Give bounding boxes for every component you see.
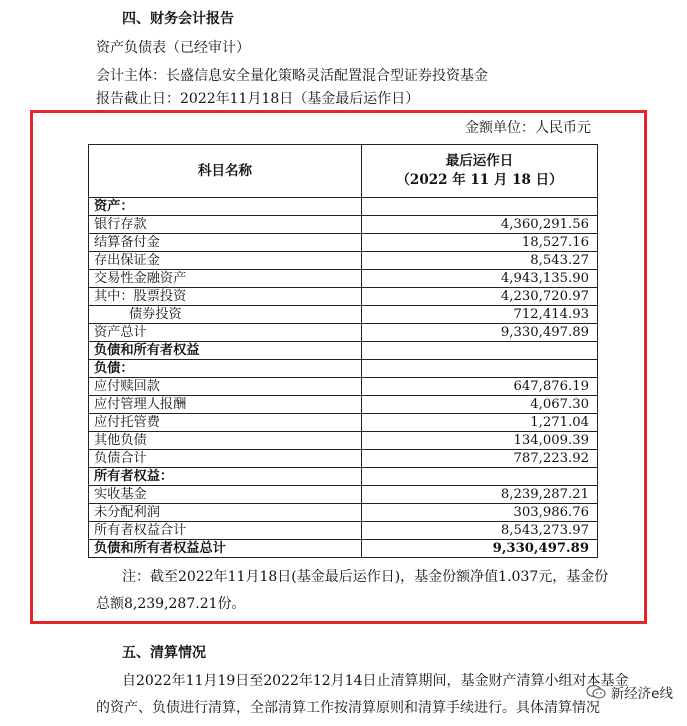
table-row [89,360,598,378]
column-header-value [362,145,598,198]
row-value: 4,360,291.56 [362,216,598,234]
row-value: 9,330,497.89 [362,540,598,558]
row-label: 其中：股票投资 [89,288,362,306]
row-label: 存出保证金 [89,252,362,270]
row-label: 其他负债 [89,432,362,450]
row-value: 18,527.16 [362,234,598,252]
table-note-line1: 注：截至2022年11月18日(基金最后运作日)，基金份额净值1.037元，基金份 [122,569,609,585]
row-label: 应付赎回款 [89,378,362,396]
section5-heading: 五、清算情况 [122,645,206,661]
column-header-value-line1: 最后运作日 [445,153,514,169]
row-label: 所有者权益： [89,468,362,486]
row-value: 8,239,287.21 [362,486,598,504]
table-row [89,450,598,468]
column-header-item-label: 科目名称 [198,162,252,179]
row-label: 结算备付金 [89,234,362,252]
row-label: 债券投资 [89,306,362,324]
table-row [89,342,598,360]
report-date: 报告截止日：2022年11月18日（基金最后运作日） [96,91,420,107]
row-value: 8,543,273.97 [362,522,598,540]
row-label: 负债： [89,360,362,378]
table-header-row [89,145,598,198]
section5-paragraph-line2: 的资产、负债进行清算，全部清算工作按清算原则和清算手续进行。具体清算情况 [96,700,600,716]
table-row [89,216,598,234]
table-row [89,522,598,540]
row-label: 实收基金 [89,486,362,504]
row-value: 4,943,135.90 [362,270,598,288]
balance-sheet-table [88,144,598,558]
amount-unit: 金额单位：人民币元 [465,120,591,136]
watermark [586,682,673,702]
row-label: 资产： [89,198,362,216]
row-label: 银行存款 [89,216,362,234]
row-value [362,360,598,378]
row-value: 8,543.27 [362,252,598,270]
table-row [89,486,598,504]
table-row [89,270,598,288]
row-value: 303,986.76 [362,504,598,522]
table-row [89,234,598,252]
watermark-text: 新经济e线 [610,686,673,702]
section4-heading: 四、财务会计报告 [122,11,234,27]
row-label: 交易性金融资产 [89,270,362,288]
table-note-line2: 总额8,239,287.21份。 [96,596,246,612]
table-row [89,324,598,342]
table-row [89,198,598,216]
table-row [89,414,598,432]
table-row [89,396,598,414]
row-value [362,468,598,486]
row-value: 9,330,497.89 [362,324,598,342]
row-value: 647,876.19 [362,378,598,396]
row-value: 1,271.04 [362,414,598,432]
table-row [89,504,598,522]
row-value [362,198,598,216]
row-value: 4,067.30 [362,396,598,414]
row-label: 应付管理人报酬 [89,396,362,414]
row-label: 负债合计 [89,450,362,468]
balance-sheet-subtitle: 资产负债表（已经审计） [96,40,250,56]
table-row [89,468,598,486]
table-row [89,306,598,324]
row-label: 未分配利润 [89,504,362,522]
column-header-item [89,145,362,198]
accounting-entity: 会计主体：长盛信息安全量化策略灵活配置混合型证券投资基金 [96,68,488,84]
table-row [89,288,598,306]
table-row [89,432,598,450]
row-value: 787,223.92 [362,450,598,468]
wechat-icon [586,685,606,699]
row-value: 712,414.93 [362,306,598,324]
table-row [89,540,598,558]
row-label: 负债和所有者权益总计 [89,540,362,558]
row-value: 134,009.39 [362,432,598,450]
row-label: 资产总计 [89,324,362,342]
row-label: 所有者权益合计 [89,522,362,540]
row-label: 应付托管费 [89,414,362,432]
row-value: 4,230,720.97 [362,288,598,306]
row-value [362,342,598,360]
table-row [89,378,598,396]
section5-paragraph-line1: 自2022年11月19日至2022年12月14日止清算期间，基金财产清算小组对本基金 [122,673,629,689]
table-row [89,252,598,270]
column-header-value-line2: （2022 年 11 月 18 日） [396,172,563,188]
row-label: 负债和所有者权益 [89,342,362,360]
